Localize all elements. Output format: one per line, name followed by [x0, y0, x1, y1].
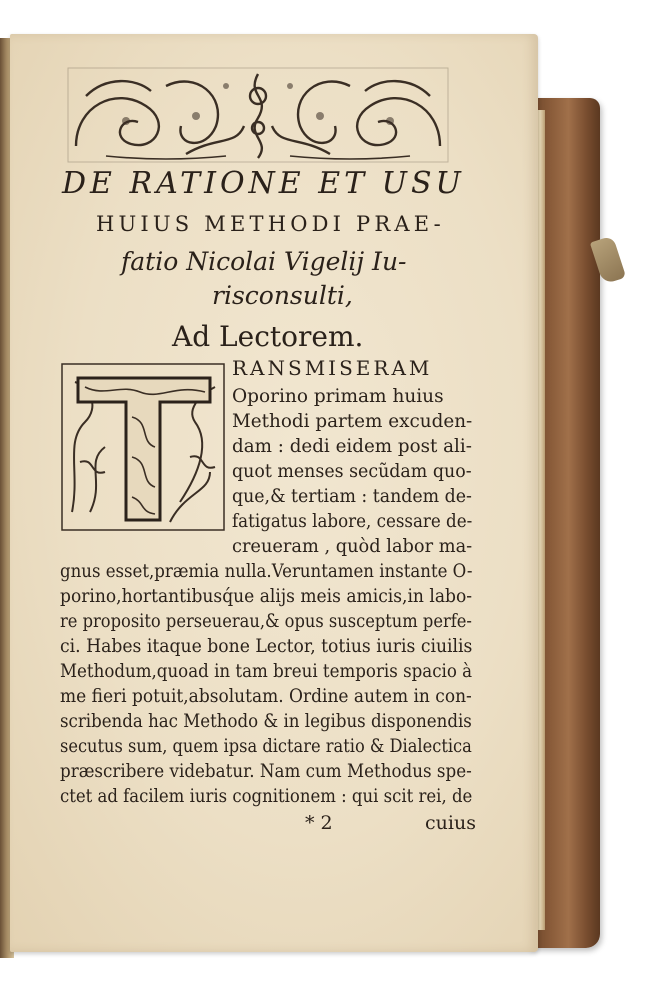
body-line: scribenda hac Methodo & in legibus disponendis — [60, 711, 472, 732]
headpiece-ornament — [66, 66, 450, 164]
title-line-3: fatio Nicolai Vigelij Iu- — [121, 247, 407, 276]
body-line: me fieri potuit,absolutam. Ordine autem in con- — [60, 686, 472, 707]
title-line-4: risconsulti, — [212, 281, 353, 310]
signature-mark: * 2 — [305, 812, 333, 834]
body-line: Methodi partem excuden- — [232, 411, 473, 432]
body-line: gnus esset,præmia nulla.Veruntamen instante O- — [60, 561, 473, 582]
body-line: fatigatus labore, cessare de- — [232, 511, 473, 532]
body-line: Oporino primam huius — [232, 386, 444, 407]
body-line: ci. Habes itaque bone Lector, totius iuris ciuilis — [60, 636, 473, 657]
decorated-initial-t — [60, 362, 226, 532]
body-line: Methodum,quoad in tam breui temporis spacio à — [60, 661, 473, 682]
title-line-5: Ad Lectorem. — [172, 320, 364, 353]
body-line: præscribere videbatur. Nam cum Methodus spe- — [60, 761, 472, 782]
body-line: ctet ad facilem iuris cognitionem : qui scit rei, de — [60, 786, 473, 807]
title-line-1: DE RATIONE ET USU — [62, 166, 465, 201]
body-line: RANSMISERAM — [232, 356, 433, 380]
body-line: creueram , quòd labor ma- — [232, 536, 473, 557]
body-line: re proposito perseuerau,& opus susceptum perfe- — [60, 611, 472, 632]
body-line: quot menses secũdam quo- — [232, 461, 472, 482]
title-line-2: HUIUS METHODI PRAE- — [96, 212, 445, 236]
body-line: dam : dedi eidem post ali- — [232, 436, 472, 457]
body-line: que,& tertiam : tandem de- — [232, 486, 472, 507]
body-line: secutus sum, quem ipsa dictare ratio & Dialectica — [60, 736, 472, 757]
catchword: cuius — [425, 812, 476, 834]
body-line: porino,hortantibusq́ue alijs meis amicis,in labo- — [60, 586, 473, 607]
